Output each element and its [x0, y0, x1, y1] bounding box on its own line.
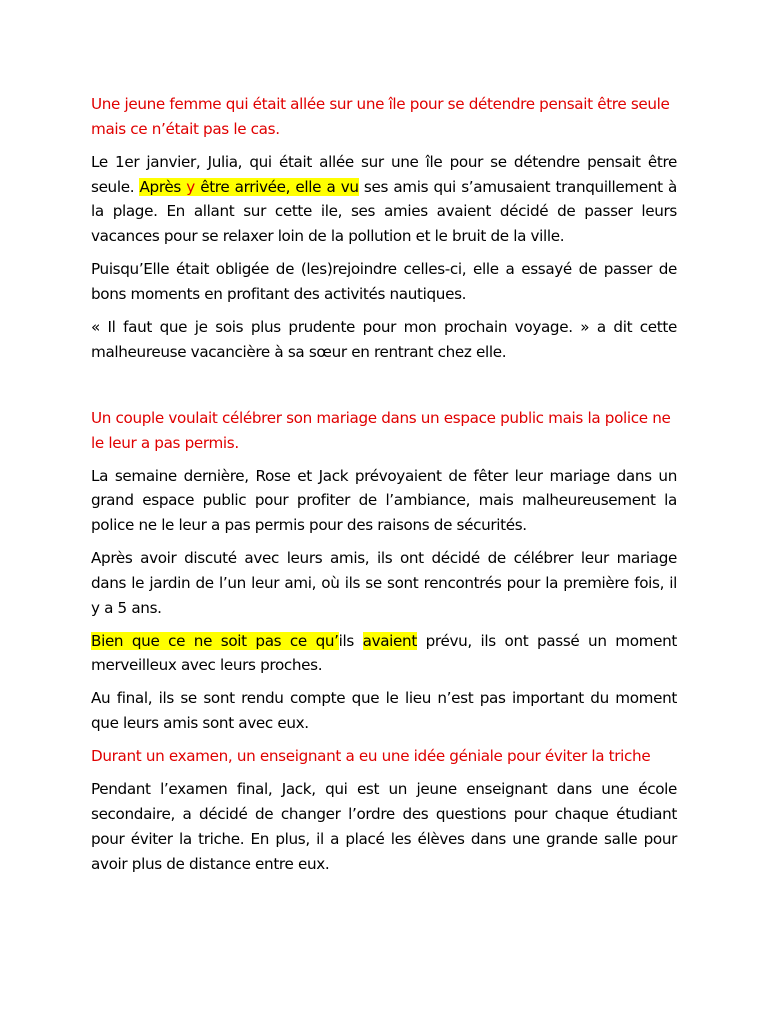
article-3-paragraph-1: Pendant l’examen final, Jack, qui est un jeune enseignant dans une école secondaire, a décidé de changer l’ordre des questions pour chaque étudiant pour éviter la triche. En plus, il a placé les élèves dans une grande salle pour avoir plus de distance entre eux.: [91, 780, 677, 873]
highlighted-text-part: être arrivée, elle a vu: [194, 177, 359, 196]
highlighted-text: [139, 178, 358, 196]
article-heading-3: Durant un examen, un enseignant a eu une idée géniale pour éviter la triche: [91, 747, 651, 766]
article-2-paragraph-4: Au final, ils se sont rendu compte que le lieu n’est pas important du moment que leurs amis sont avec eux.: [91, 689, 677, 733]
article-1-paragraph-2: Puisqu’Elle était obligée de (les)rejoindre celles-ci, elle a essayé de passer de bons moments en profitant des activités nautiques.: [91, 260, 677, 303]
highlighted-text: avaient: [362, 631, 417, 650]
highlighted-red-text: y: [186, 177, 195, 196]
article-heading-2: Un couple voulait célébrer son mariage dans un espace public mais la police ne le leur a pas permis.: [91, 408, 671, 452]
section-spacer: [91, 373, 677, 406]
article-1-paragraph-3: « Il faut que je sois plus prudente pour mon prochain voyage. » a dit cette malheureuse vacancière à sa sœur en rentrant chez elle.: [91, 317, 677, 361]
article-1-paragraph-1: [91, 150, 677, 249]
article-2-paragraph-3: [91, 629, 677, 679]
highlighted-text-part: Après: [139, 177, 187, 196]
article-2-paragraph-2: Après avoir discuté avec leurs amis, ils ont décidé de célébrer leur mariage dans le jardin de l’un leur ami, où ils se sont rencontrés pour la première fois, il y a 5 ans.: [91, 549, 677, 617]
paragraph-text: ses amis qui s’amusaient tranquillement à la plage. En allant sur cette ile, ses amies avaient décidé de passer leurs vacances pour se relaxer loin de la pollution et le bruit de la ville.: [91, 177, 677, 246]
paragraph-text: ils: [338, 631, 363, 650]
article-heading-1: Une jeune femme qui était allée sur une île pour se détendre pensait être seule mais ce n’était pas le cas.: [91, 95, 670, 138]
document-page: [91, 92, 677, 885]
highlighted-text: Bien que ce ne soit pas ce qu’: [91, 631, 339, 650]
article-2-paragraph-1: La semaine dernière, Rose et Jack prévoyaient de fêter leur mariage dans un grand espace public pour profiter de l’ambiance, mais malheureusement la police ne le leur a pas permis pour des raisons de sécurités.: [91, 466, 677, 535]
paragraph-text: Le 1er janvier, Julia, qui était allée sur une île pour se détendre pensait être seule.: [91, 152, 677, 196]
paragraph-text: prévu, ils ont passé un moment merveilleux avec leurs proches.: [91, 631, 677, 675]
